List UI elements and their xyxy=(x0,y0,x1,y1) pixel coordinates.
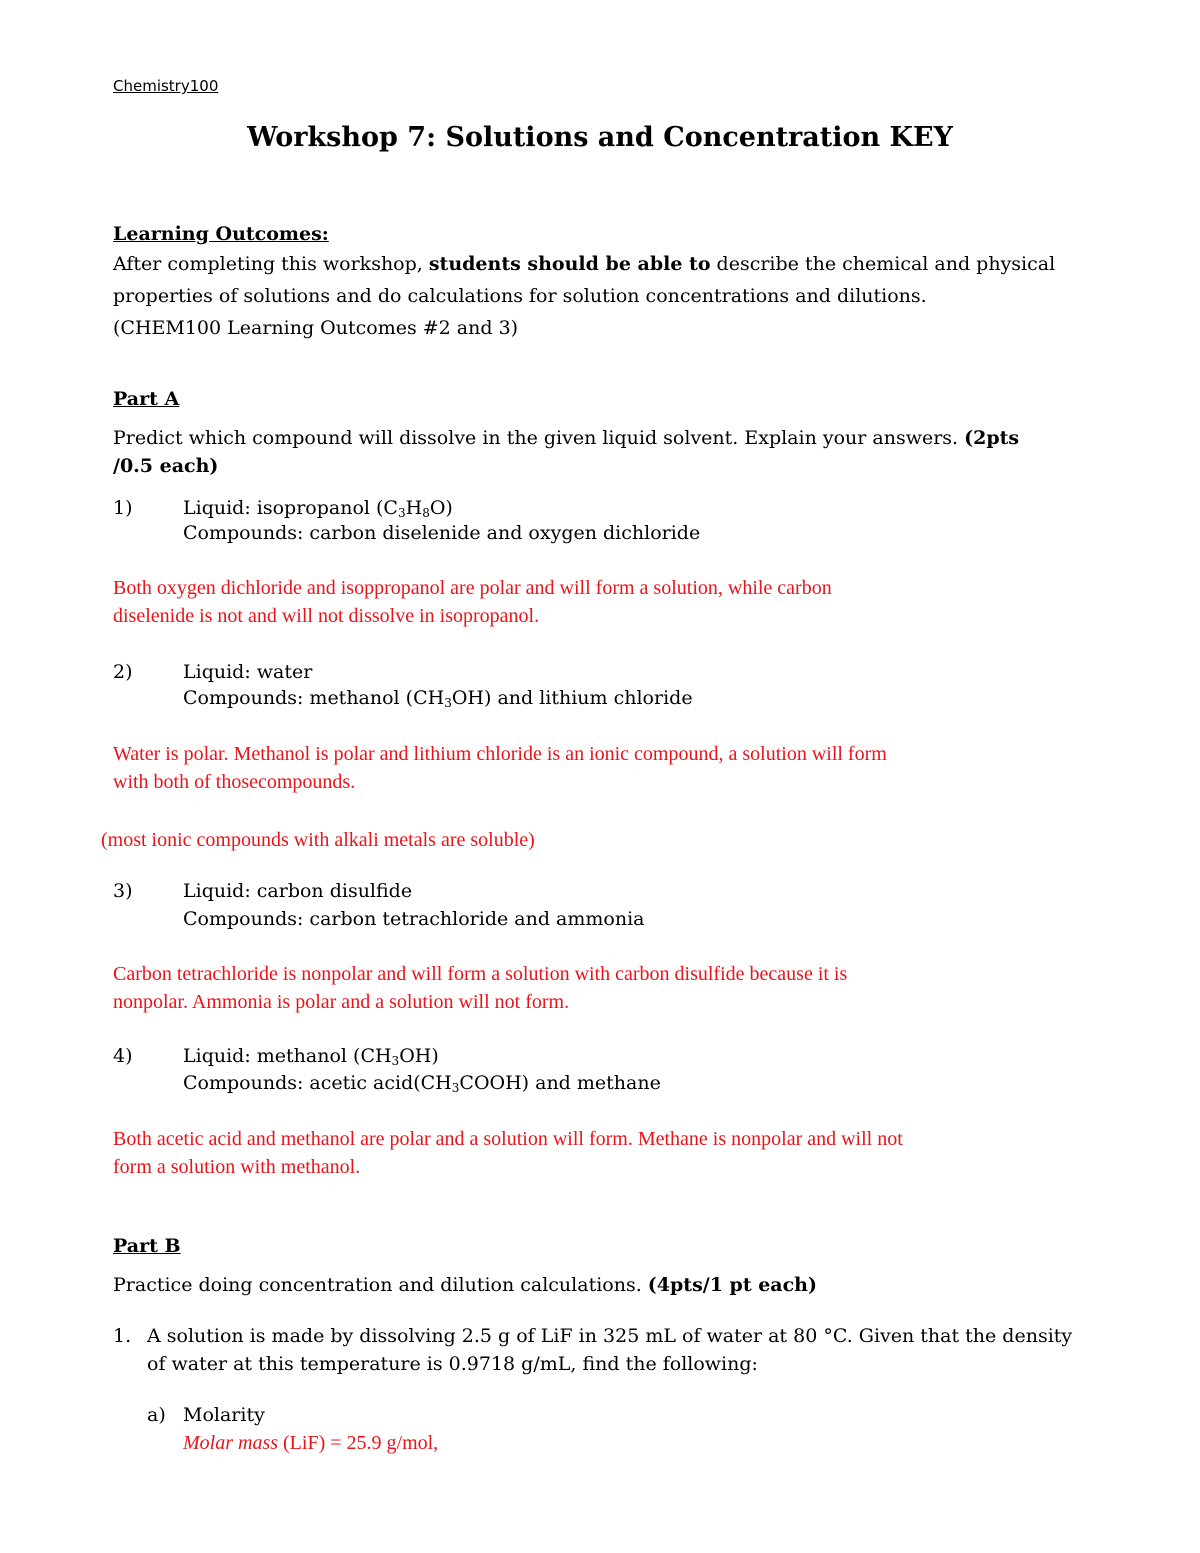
page-title: Workshop 7: Solutions and Concentration KEY xyxy=(247,122,953,153)
question-liquid: Liquid: water xyxy=(183,661,313,683)
q2-compounds-sub: 3 xyxy=(444,696,452,710)
question-compounds: Compounds: carbon tetrachloride and ammonia xyxy=(183,908,645,930)
q2-compounds-suffix: OH) and lithium chloride xyxy=(451,687,693,709)
part-b-points: (4pts/1 pt each) xyxy=(647,1274,817,1296)
part-b-q1-line-2: of water at this temperature is 0.9718 g/mL, find the following: xyxy=(147,1353,758,1375)
question-number: 4) xyxy=(113,1045,133,1067)
part-b-heading: Part B xyxy=(113,1235,181,1257)
question-number: 3) xyxy=(113,880,133,902)
question-compounds: Compounds: carbon diselenide and oxygen dichloride xyxy=(183,522,701,544)
part-a-heading: Part A xyxy=(113,388,180,410)
answer-line-1: Both oxygen dichloride and isoppropanol are polar and will form a solution, while carbon xyxy=(113,577,832,599)
answer-line-1: Carbon tetrachloride is nonpolar and will form a solution with carbon disulfide because it is xyxy=(113,963,848,985)
q4-liquid-sub: 3 xyxy=(391,1054,400,1068)
part-a-points-2: /0.5 each) xyxy=(113,455,219,477)
answer-line-2: nonpolar. Ammonia is polar and a solution will not form. xyxy=(113,991,570,1013)
lo-text-1: After completing this workshop, xyxy=(113,253,429,275)
part-b-instruction xyxy=(113,1271,1093,1299)
lo-text-bold: students should be able to xyxy=(428,253,711,275)
part-a-instruction-text: Predict which compound will dissolve in the given liquid solvent. Explain your answers. xyxy=(113,427,965,449)
learning-outcomes-heading: Learning Outcomes: xyxy=(113,223,329,245)
answer-value: 25.9 g/mol, xyxy=(346,1432,439,1454)
q1-liquid-mid: H xyxy=(405,497,423,519)
sub-question-label: a) xyxy=(147,1404,166,1426)
answer-line-2: form a solution with methanol. xyxy=(113,1156,361,1178)
question-liquid: Liquid: carbon disulfide xyxy=(183,880,413,902)
part-a-instruction xyxy=(113,424,1093,452)
learning-outcomes-line-1 xyxy=(113,250,1093,278)
q1-liquid-prefix: Liquid: isopropanol (C xyxy=(183,497,398,519)
answer-label: Molar mass xyxy=(183,1432,279,1454)
question-number: 1. xyxy=(113,1325,132,1347)
lo-text-2: describe the chemical and physical xyxy=(710,253,1056,275)
q1-liquid-suffix: O) xyxy=(429,497,453,519)
question-number: 2) xyxy=(113,661,133,683)
q4-liquid-suffix: OH) xyxy=(399,1045,439,1067)
q4-liquid-prefix: Liquid: methanol (CH xyxy=(183,1045,392,1067)
part-b-q1-line-1: A solution is made by dissolving 2.5 g of LiF in 325 mL of water at 80 °C. Given that the density xyxy=(147,1325,1073,1347)
answer-line-1: Both acetic acid and methanol are polar and a solution will form. Methane is nonpolar and will not xyxy=(113,1128,903,1150)
course-header: Chemistry100 xyxy=(113,77,219,95)
q4-compounds-suffix: COOH) and methane xyxy=(459,1072,661,1094)
question-liquid xyxy=(183,1042,1083,1072)
q2-compounds-prefix: Compounds: methanol (CH xyxy=(183,687,445,709)
answer-line-2: diselenide is not and will not dissolve in isopropanol. xyxy=(113,605,540,627)
part-b-instruction-text: Practice doing concentration and dilution calculations. xyxy=(113,1274,648,1296)
answer-note: (most ionic compounds with alkali metals are soluble) xyxy=(101,829,535,851)
q4-compounds-sub: 3 xyxy=(451,1081,460,1095)
answer-mid: (LiF) = xyxy=(278,1432,347,1454)
q1-liquid-sub1: 3 xyxy=(397,506,406,520)
sub-question-text: Molarity xyxy=(183,1404,265,1426)
answer-line-2: with both of thosecompounds. xyxy=(113,771,356,793)
answer-line-1: Water is polar. Methanol is polar and lithium chloride is an ionic compound, a solution will form xyxy=(113,743,887,765)
q1-liquid-sub2: 8 xyxy=(422,506,430,520)
learning-outcomes-line-2: properties of solutions and do calculations for solution concentrations and dilutions. xyxy=(113,285,927,307)
question-number: 1) xyxy=(113,497,133,519)
part-a-points-1: (2pts xyxy=(964,427,1020,449)
molar-mass-answer xyxy=(183,1429,438,1457)
learning-outcomes-line-3: (CHEM100 Learning Outcomes #2 and 3) xyxy=(113,317,519,339)
question-compounds xyxy=(183,1069,1083,1099)
question-compounds xyxy=(183,684,1083,714)
q4-compounds-prefix: Compounds: acetic acid(CH xyxy=(183,1072,452,1094)
